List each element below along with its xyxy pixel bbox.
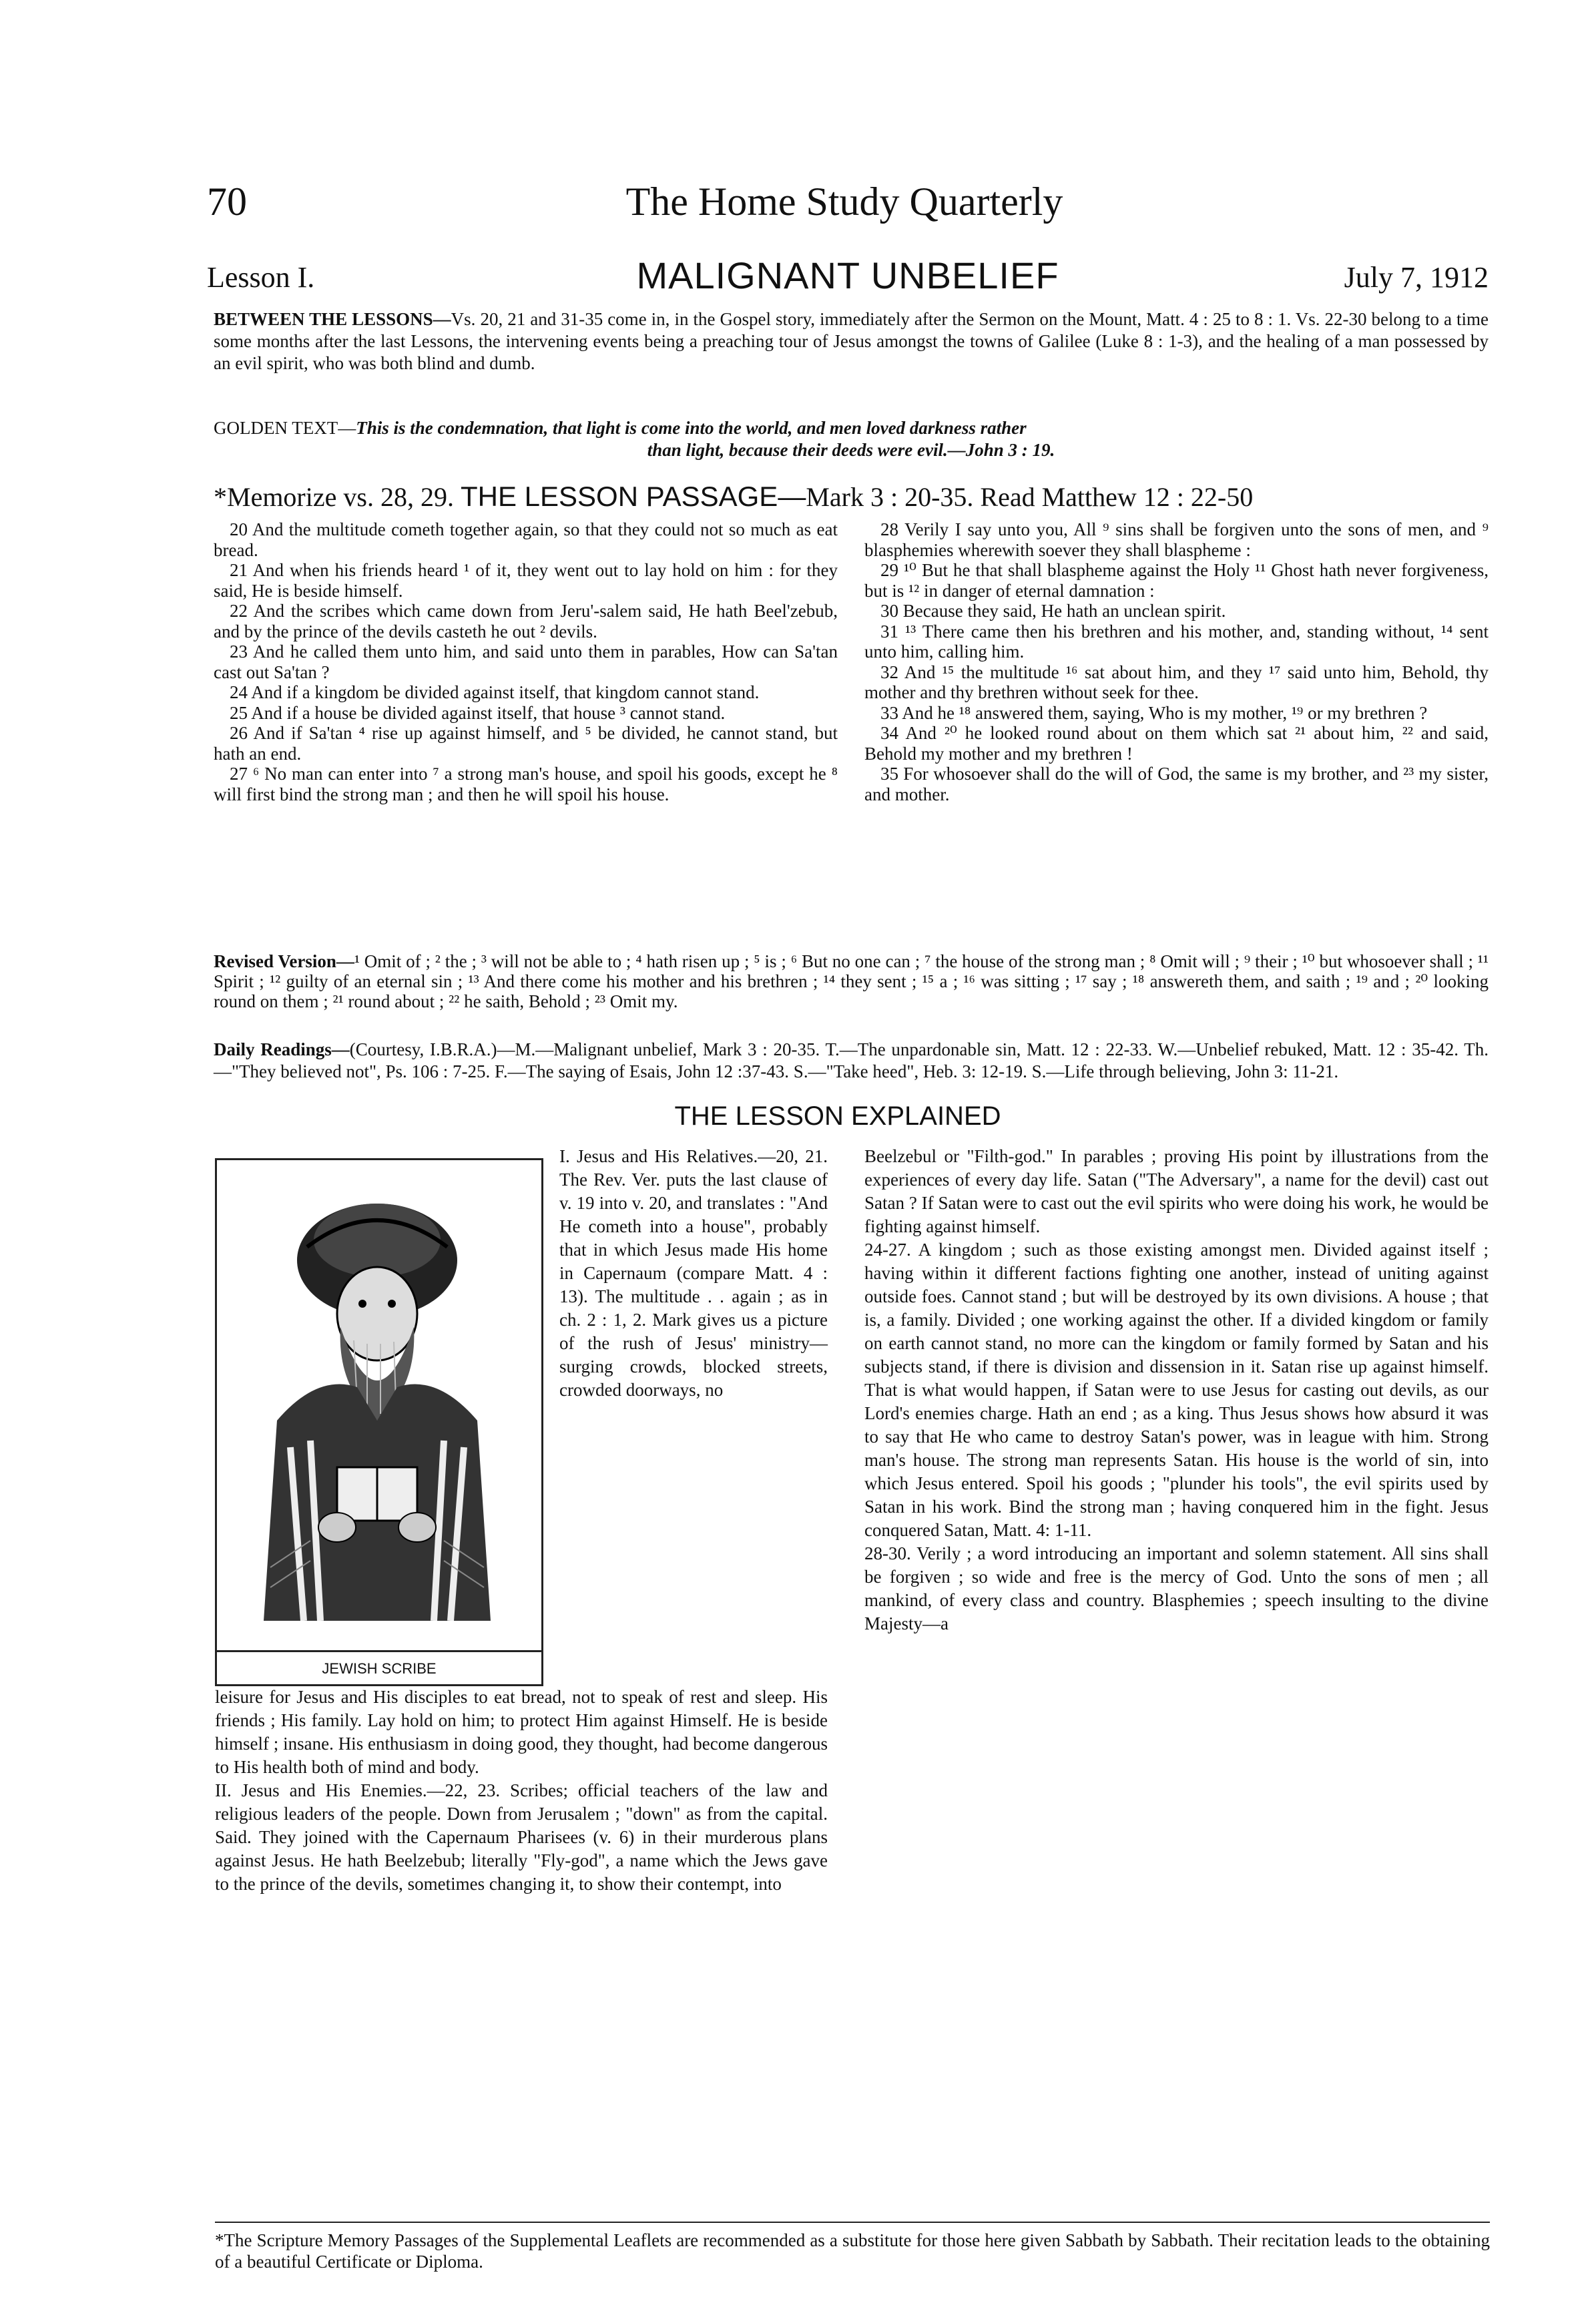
verse: 27 ⁶ No man can enter into ⁷ a strong man's house, and spoil his goods, except he ⁸ will first bind the strong man ; and then he will spoil his house. [214,764,838,804]
daily-text: (Courtesy, I.B.R.A.)—M.—Malignant unbelief, Mark 3 : 20-35. T.—The unpardonable sin, Matt. 12 : 22-33. W.—Unbelief rebuked, Matt. 12 : 35-42. Th.—"They believed not", Ps. 106 : 7-25. F.—The saying of Esais, John 12 :37-43. S.—"Take heed", Heb. 3: 12-19. S.—Life through believing, John 3: 11-21. [214,1039,1489,1081]
paragraph: Beelzebul or "Filth-god." In parables ; proving His point by illustrations from the experiences of every day life. Satan ("The Adversary", a name for the devil) cast out Satan ? If Satan were to cast out the evil spirits who were doing his work, he would be fighting against himself. [864,1146,1489,1236]
golden-line-2: than light, because their deeds were evil.—John 3 : 19. [647,440,1055,460]
verse: 30 Because they said, He hath an unclean spirit. [880,601,1226,621]
between-the-lessons [214,308,1489,374]
verse: 23 And he called them unto him, and said unto them in parables, How can Sa'tan cast out Sa'tan ? [214,642,838,682]
passage-right-column [864,519,1489,804]
page-header [200,179,1489,232]
revised-text: ¹ Omit of ; ² the ; ³ will not be able to ; ⁴ hath risen up ; ⁵ is ; ⁶ But no one can ; ⁷ the house of the strong man ; ⁸ Omit will ; ⁹ their ; ¹⁰ but whosoever shall ; ¹¹ Spirit ; ¹² guilty of an eternal sin ; ¹³ And there come his mother and his brethren ; ¹⁴ they sent ; ¹⁵ a ; ¹⁶ was sitting ; ¹⁷ say ; ¹⁸ answereth them, and saith ; ¹⁹ and ; ²⁰ looking round on them ; ²¹ round about ; ²² he saith, Behold ; ²³ Omit my. [214,951,1489,1011]
jewish-scribe-illustration [215,1158,543,1686]
verse: 21 And when his friends heard ¹ of it, they went out to lay hold on him : for they said, He is beside himself. [214,560,838,601]
explained-column-1-bottom [215,1686,828,1896]
golden-line-1: This is the condemnation, that light is come into the world, and men loved darkness rather [356,418,1027,438]
verse: 29 ¹⁰ But he that shall blaspheme against the Holy ¹¹ Ghost hath never forgiveness, but is ¹² in danger of eternal damnation : [864,560,1489,601]
verse: 34 And ²⁰ he looked round about on them which sat ²¹ about him, ²² and said, Behold my mother and my brethren ! [864,723,1489,764]
daily-label: Daily Readings— [214,1039,350,1059]
verse: 24 And if a kingdom be divided against itself, that kingdom cannot stand. [230,682,760,702]
golden-label: GOLDEN TEXT— [214,418,356,438]
verse: 25 And if a house be divided against itself, that house ³ cannot stand. [230,702,726,723]
paragraph: II. Jesus and His Enemies.—22, 23. Scribes; official teachers of the law and religious leaders of the people. Down from Jerusalem ; "down" as from the capital. Said. They joined with the Capernaum Pharisees (v. 6) in their murderous plans against Jesus. He hath Beelzebub; literally "Fly-god", a name which the Jews gave to the prince of the devils, sometimes changing it, to show their contempt, into [215,1780,828,1894]
explained-column-1-top: I. Jesus and His Relatives.—20, 21. The Rev. Ver. puts the last clause of v. 19 into v. 20, and translates : "And He cometh into a house", probably that in which Jesus made His home in Capernaum (compare Matt. 4 : 13). The multitude . . again ; as in ch. 2 : 1, 2. Mark gives us a picture of the rush of Jesus' ministry—surging crowds, blocked streets, crowded doorways, no [559,1146,828,1400]
verse: 20 And the multitude cometh together again, so that they could not so much as eat bread. [214,519,838,560]
verse: 28 Verily I say unto you, All ⁹ sins shall be forgiven unto the sons of men, and ⁹ blasphemies wherewith soever they shall blaspheme : [864,519,1489,560]
verse: 31 ¹³ There came then his brethren and his mother, and, standing without, ¹⁴ sent unto him, calling him. [864,621,1489,662]
lesson-bar [207,254,1489,300]
memorize-note: *Memorize vs. 28, 29. [214,482,454,512]
verse: 32 And ¹⁵ the multitude ¹⁶ sat about him, and they ¹⁷ said unto him, Behold, thy mother and thy brethren without seek for thee. [864,662,1489,702]
lesson-passage-heading [214,481,1489,513]
passage-title: THE LESSON PASSAGE— [460,481,806,512]
between-text: Vs. 20, 21 and 31-35 come in, in the Gospel story, immediately after the Sermon on the Mount, Matt. 4 : 25 to 8 : 1. Vs. 22-30 belong to a time some months after the last Lessons, the intervening events being a preaching tour of Jesus amongst the towns of Galilee (Luke 8 : 1-3), and the healing of a man possessed by an evil spirit, who was both blind and dumb. [214,309,1489,373]
daily-readings [214,1039,1489,1083]
paragraph: 28-30. Verily ; a word introducing an important and solemn statement. All sins shall be forgiven ; so wide and free is the mercy of God. Unto the sons of men ; all mankind, of every class and country. Blasphemies ; speech insulting to the divine Majesty—a [864,1543,1489,1633]
revised-label: Revised Version— [214,951,354,971]
lesson-number: Lesson I. [207,261,315,294]
passage-left-column [214,519,838,804]
lesson-date: July 7, 1912 [1344,261,1489,294]
lesson-explained-title: THE LESSON EXPLAINED [674,1101,1001,1131]
verse: 26 And if Sa'tan ⁴ rise up against himself, and ⁵ be divided, he cannot stand, but hath an end. [214,723,838,764]
paragraph: leisure for Jesus and His disciples to eat bread, not to speak of rest and sleep. His friends ; His family. Lay hold on him; to protect Him against Himself. He is beside himself ; insane. His enthusiasm in doing good, they thought, had become dangerous to His health both of mind and body. [215,1687,828,1777]
page-number: 70 [207,180,247,224]
passage-reference: Mark 3 : 20-35. Read Matthew 12 : 22-50 [806,482,1254,512]
golden-text [214,417,1489,461]
lesson-title: MALIGNANT UNBELIEF [636,254,1059,296]
footnote-divider [215,2222,1490,2223]
figure-caption: JEWISH SCRIBE [217,1650,541,1678]
footnote: *The Scripture Memory Passages of the Supplemental Leaflets are recommended as a substitute for those here given Sabbath by Sabbath. Their recitation leads to the obtaining of a beautiful Certificate or Diploma. [215,2230,1490,2272]
paragraph: 24-27. A kingdom ; such as those existing amongst men. Divided against itself ; having within it different factions fighting one another, instead of uniting against outside foes. Cannot stand ; but will be destroyed by its own divisions. A house ; that is, a family. Divided ; one working against the other. If a divided kingdom or family on earth cannot stand, no more can the kingdom or family formed by Satan and his subjects stand, if there is division and dissension in it. Satan rise up against himself. That is what would happen, if Satan were to use Jesus for casting out devils, as our Lord's enemies charge. Hath an end ; as a king. Thus Jesus shows how absurd it was to say that He who came to destroy Satan's power, was in league with him. Strong man's house. The strong man represents Satan. His house is the world of sin, into which Jesus entered. Spoil his goods ; "plunder his tools", the evil spirits used by Satan in his work. Bind the strong man ; having conquered him in the fight. Jesus conquered Satan, Matt. 4: 1-11. [864,1240,1489,1540]
scribe-engraving [224,1167,535,1621]
verse: 22 And the scribes which came down from Jeru'-salem said, He hath Beel'zebub, and by the prince of the devils casteth he out ² devils. [214,601,838,642]
explained-column-2 [864,1145,1489,1635]
between-label: BETWEEN THE LESSONS— [214,309,451,329]
publication-title: The Home Study Quarterly [625,180,1063,224]
verse: 35 For whosoever shall do the will of God, the same is my brother, and ²³ my sister, and mother. [864,764,1489,804]
revised-version [214,951,1489,1011]
verse: 33 And he ¹⁸ answered them, saying, Who is my mother, ¹⁹ or my brethren ? [880,702,1428,723]
